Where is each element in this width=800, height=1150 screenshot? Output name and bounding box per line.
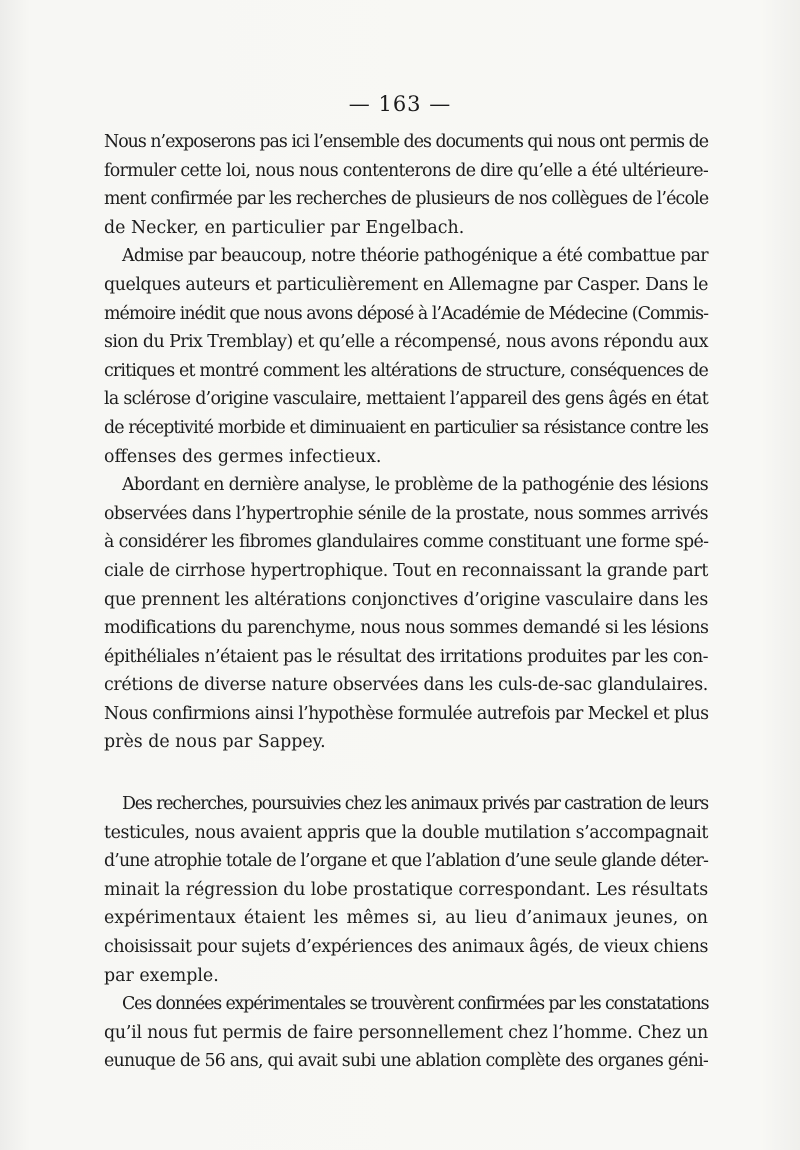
text-line: la sclérose d’origine vasculaire, mettaient l’appareil des gens âgés en état <box>104 389 708 410</box>
text-line: ment confirmée par les recherches de plusieurs de nos collègues de l’école <box>104 189 709 210</box>
page-number: — 163 — <box>348 92 452 116</box>
text-line: observées dans l’hypertrophie sénile de la prostate, nous sommes arrivés <box>104 503 708 524</box>
text-line: Ces données expérimentales se trouvèrent confirmées par les constatations <box>122 994 709 1015</box>
text-line: Admise par beaucoup, notre théorie pathogénique a été combattue par <box>122 246 708 267</box>
text-line: d’une atrophie totale de l’organe et que l’ablation d’une seule glande déter- <box>104 851 708 872</box>
text-line: minait la régression du lobe prostatique correspondant. Les résultats <box>104 879 708 900</box>
text-line: qu’il nous fut permis de faire personnellement chez l’homme. Chez un <box>104 1022 708 1043</box>
text-line: critiques et montré comment les altérations de structure, conséquences de <box>104 360 708 381</box>
text-line: Abordant en dernière analyse, le problème de la pathogénie des lésions <box>122 475 708 496</box>
text-line: sion du Prix Tremblay) et qu’elle a récompensé, nous avons répondu aux <box>104 332 708 353</box>
text-line: modifications du parenchyme, nous nous sommes demandé si les lésions <box>104 618 709 639</box>
text-line: de Necker, en particulier par Engelbach. <box>104 217 465 238</box>
text-line: quelques auteurs et particulièrement en Allemagne par Casper. Dans le <box>104 274 708 295</box>
text-line: eunuque de 56 ans, qui avait subi une ablation complète des organes géni- <box>104 1051 708 1072</box>
text-line: ciale de cirrhose hypertrophique. Tout en reconnaissant la grande part <box>104 560 708 581</box>
text-line: Nous confirmions ainsi l’hypothèse formulée autrefois par Meckel et plus <box>104 703 709 724</box>
text-line: Des recherches, poursuivies chez les animaux privés par castration de leurs <box>122 794 708 814</box>
text-line: épithéliales n’étaient pas le résultat des irritations produites par les con- <box>104 646 708 667</box>
text-line: à considérer les fibromes glandulaires comme constituant une forme spé- <box>104 532 709 553</box>
body-text-section-1 <box>104 128 708 757</box>
text-line: expérimentaux étaient les mêmes si, au lieu d’animaux jeunes, on <box>104 908 708 929</box>
text-line: choisissait pour sujets d’expériences des animaux âgés, de vieux chiens <box>104 936 708 957</box>
text-line: près de nous par Sappey. <box>104 732 326 753</box>
text-line: que prennent les altérations conjonctives d’origine vasculaire dans les <box>104 589 708 610</box>
text-line: crétions de diverse nature observées dans les culs-de-sac glandulaires. <box>104 675 708 696</box>
text-line: formuler cette loi, nous nous contenterons de dire qu’elle a été ultérieure- <box>104 160 708 181</box>
text-line: offenses des germes infectieux. <box>104 446 382 467</box>
text-line: de réceptivité morbide et diminuaient en particulier sa résistance contre les <box>104 417 709 438</box>
text-line: mémoire inédit que nous avons déposé à l’Académie de Médecine (Commis- <box>104 303 708 324</box>
text-line: testicules, nous avaient appris que la double mutilation s’accompagnait <box>104 822 708 843</box>
text-line: par exemple. <box>104 965 219 986</box>
text-line: Nous n’exposerons pas ici l’ensemble des documents qui nous ont permis de <box>104 132 708 152</box>
body-text-section-2 <box>104 790 708 1076</box>
